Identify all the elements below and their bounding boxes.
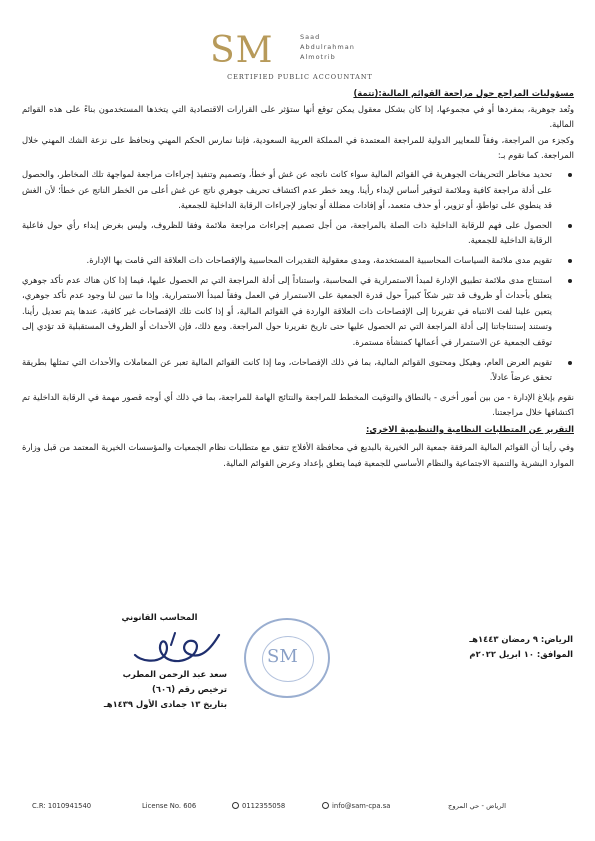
list-item <box>22 218 574 249</box>
signature-block <box>102 610 227 712</box>
footer-cr: C.R: 1010941540 <box>32 802 92 810</box>
footer-phone-text: 0112355058 <box>242 802 286 810</box>
list-item-text: استنتاج مدى ملائمة تطبيق الإدارة لمبدأ الاستمرارية في المحاسبة، واستناداً إلى أدلة المراجعة التي تم الحصول عليها، فيما إذا كان هناك عدم تأكد جوهري يتعلق بأحداث أو ظروف قد تثير شكاً كبيراً حول قدرة الجمعية على الاستمرار في العمل وفقاً لمبدأ الاستمرارية. وإذا ما تبين لنا وجود عدم تأكد جوهري، يتعين علينا لفت الانتباه في تقريرنا إلى الإفصاحات ذات العلاقة الواردة في القوائم المالية، أو إذا كانت تلك الإفصاحات غير كافية، عندها يتم تعديل رأينا. وتستند إستنتاجاتنا إلى أدلة المراجعة التي تم الحصول عليها حتى تاريخ تقريرنا حول المراجعة. ومع ذلك، فإن الأحداث أو الظروف المستقبلية قد تؤدي إلى توقف الجمعية عن الاستمرار في أعمالها كمنشأة مستمرة. <box>22 274 552 347</box>
logo-mark: SM <box>210 30 274 71</box>
logo-name-line: Saad <box>300 33 321 41</box>
logo-name-line: Abdulrahman <box>300 43 355 51</box>
list-item-text: تقويم مدى ملائمة السياسات المحاسبية المستخدمة، ومدى معقولية التقديرات المحاسبية والإفصاحات ذات العلاقة التي قامت بها الإدارة. <box>86 254 552 265</box>
list-item <box>22 167 574 214</box>
intro-paragraph: وتُعد جوهرية، بمفردها أو في مجموعها، إذا كان بشكل معقول يمكن توقع أنها ستؤثر على القرارات الاقتصادية التي يتخذها المستخدمون بناءً على هذه القوائم المالية. <box>22 103 574 130</box>
bullet-icon <box>568 173 572 177</box>
logo-names <box>300 32 355 62</box>
signature-title: المحاسب القانوني <box>121 612 198 622</box>
report-place-hijri-date: الرياض: ٩ رمضان ١٤٤٣هـ <box>469 634 573 644</box>
footer-phone <box>232 802 285 810</box>
list-item <box>22 273 574 351</box>
communication-paragraph: نقوم بإبلاغ الإدارة - من بين أمور أخرى - بالنطاق والتوقيت المخطط للمراجعة والنتائج الهامة للمراجعة، بما في ذلك أي أوجه قصور مهمة في الرقابة الداخلية تم اكتشافها خلال مراجعتنا. <box>22 391 574 418</box>
logo-name-line: Almotrib <box>300 53 336 61</box>
footer-license: License No. 606 <box>142 802 197 810</box>
firm-stamp <box>244 618 330 698</box>
report-body <box>22 86 574 472</box>
bullet-icon <box>568 361 572 365</box>
report-gregorian-date: الموافق: ١٠ ابريل ٢٠٢٢م <box>469 649 573 659</box>
regulatory-heading: التقرير عن المتطلبات النظامية والتنظيمية الاخرى: <box>365 423 574 434</box>
list-item <box>22 253 574 269</box>
list-item-text: تقويم العرض العام، وهيكل ومحتوى القوائم المالية، بما في ذلك الإفصاحات، وما إذا كانت القوائم المالية تعبر عن المعاملات والأحداث التي تمثلها بطريقة تحقق عرضاً عادلاً. <box>22 356 552 383</box>
footer-email-text: info@sam-cpa.sa <box>332 802 391 810</box>
logo-tagline: CERTIFIED PUBLIC ACCOUNTANT <box>227 73 373 81</box>
page-footer <box>0 802 595 814</box>
bullet-icon <box>568 259 572 263</box>
phone-icon <box>232 802 239 809</box>
footer-address: الرياض - حي المروج <box>448 802 506 810</box>
stamp-mark: SM <box>267 646 298 667</box>
bullet-icon <box>568 224 572 228</box>
regulatory-paragraph: وفي رأينا أن القوائم المالية المرفقة جمعية البر الخيرية بالبديع في محافظة الأفلاج تتفق مع متطلبات نظام الجمعيات والمؤسسات الخيرية المعتمد من قبل وزارة الموارد البشرية والتنمية الاجتماعية والنظام الأساسي للجمعية فيما يتعلق بإعداد وعرض القوائم المالية. <box>22 442 574 469</box>
bullet-icon <box>568 279 572 283</box>
list-item <box>22 355 574 386</box>
email-icon <box>322 802 329 809</box>
list-item-text: الحصول على فهم للرقابة الداخلية ذات الصلة بالمراجعة، من أجل تصميم إجراءات مراجعة ملائمة وفقا للظروف، وليس بغرض إبداء رأي حول فاعلية الرقابة الداخلية للجمعية. <box>22 219 552 246</box>
intro-paragraph: وكجزء من المراجعة، وفقاً للمعايير الدولية للمراجعة المعتمدة في المملكة العربية السعودية، فإننا نمارس الحكم المهني ونحافظ على نزعة الشك المهني خلال المراجعة. كما نقوم بـ: <box>22 134 574 161</box>
license-number: ترخيص رقم (٦٠٦) <box>152 684 227 694</box>
handwritten-signature <box>102 625 227 667</box>
license-date: بتاريخ ١٣ جمادى الأول ١٤٣٩هـ <box>103 699 227 709</box>
signer-name: سعد عبد الرحمن المطرب <box>122 669 227 679</box>
auditor-procedures-list <box>22 167 574 386</box>
signature-scribble-icon <box>127 625 227 667</box>
place-date-block <box>388 632 573 662</box>
section-heading: مسؤوليات المراجع حول مراجعة القوائم المالية:(تتمة) <box>353 88 574 98</box>
footer-email <box>322 802 390 810</box>
list-item-text: تحديد مخاطر التحريفات الجوهرية في القوائم المالية سواء كانت ناتجه عن غش أو خطأ، وتصميم وتنفيذ إجراءات مراجعة لمواجهة تلك المخاطر، والحصول على أدلة مراجعة كافية وملائمة لتوفير أساس لإبداء رأينا. ويعد خطر عدم اكتشاف تحريف جوهري ناتج عن غش أعلى من الخطر الناتج عن خطأ؛ لأن الغش قد ينطوي على تواطؤ، أو تزوير، أو حذف متعمد، أو إفادات مضللة أو تجاوز لإجراءات الرقابة الداخلية للجمعية. <box>22 168 552 211</box>
firm-logo <box>205 28 395 86</box>
